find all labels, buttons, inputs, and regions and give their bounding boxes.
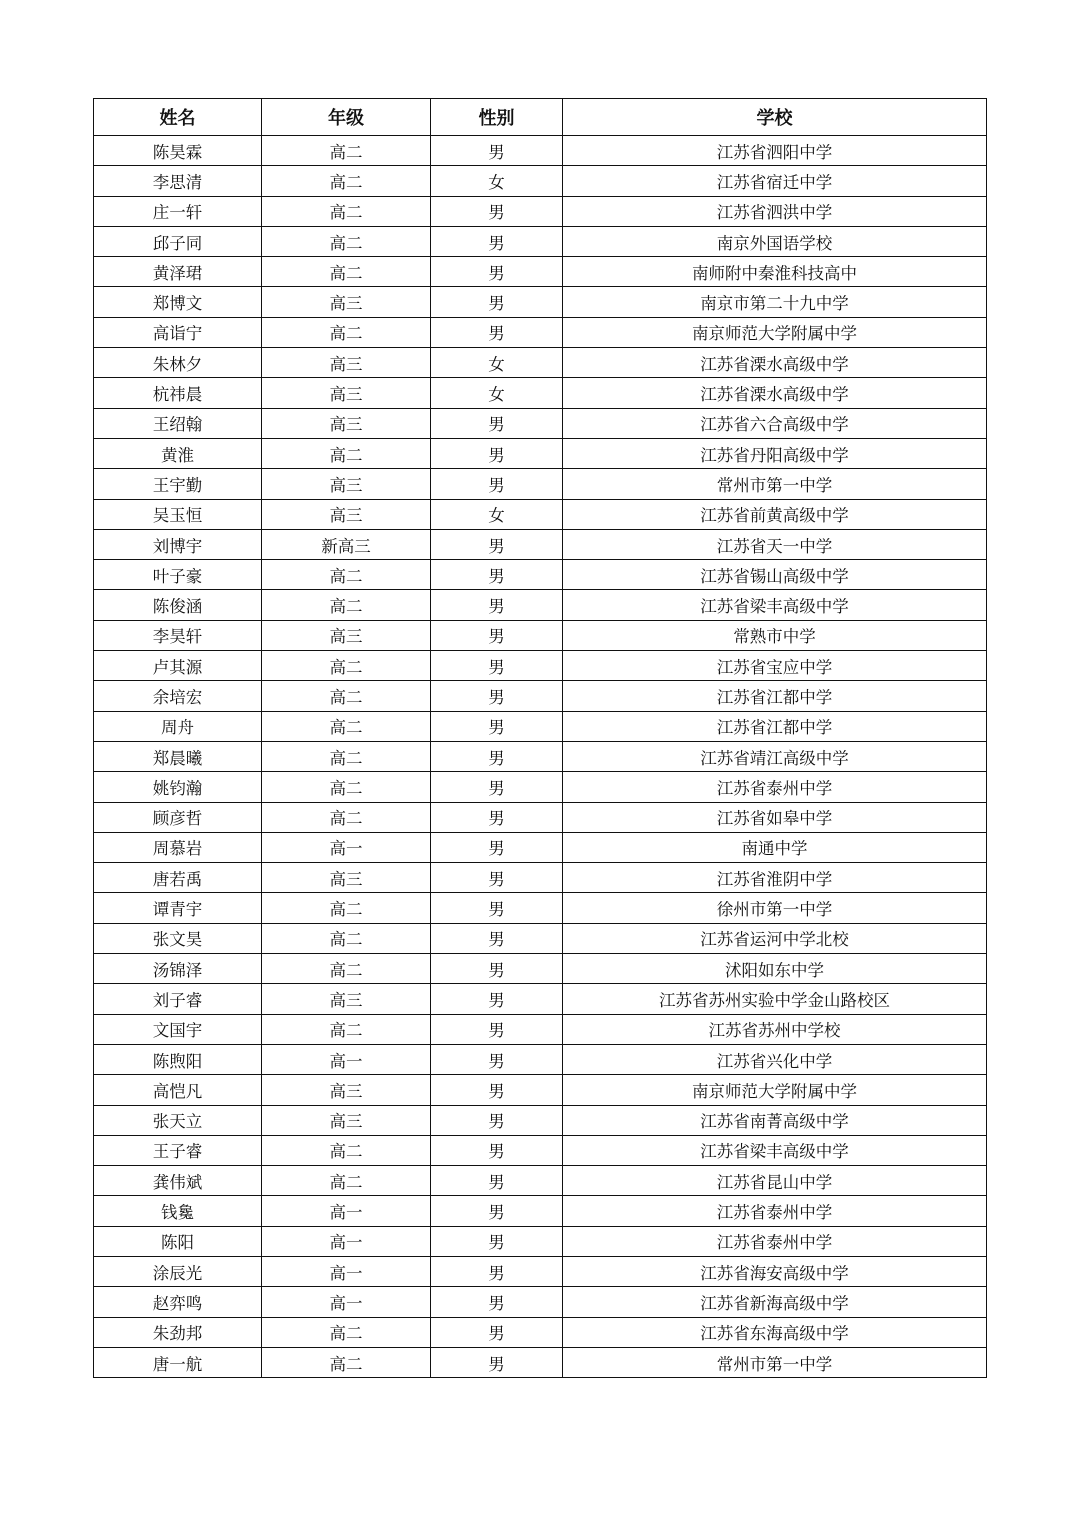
cell-gender: 男 xyxy=(431,136,563,166)
cell-gender: 男 xyxy=(431,1256,563,1286)
cell-grade: 高一 xyxy=(262,1256,431,1286)
cell-name: 张文昊 xyxy=(94,923,262,953)
cell-name: 郑博文 xyxy=(94,287,262,317)
cell-school: 江苏省溧水高级中学 xyxy=(563,348,987,378)
cell-grade: 高二 xyxy=(262,1317,431,1347)
table-row xyxy=(94,832,987,862)
header-row xyxy=(94,99,987,136)
table-row xyxy=(94,529,987,559)
cell-grade: 高二 xyxy=(262,893,431,923)
table-row xyxy=(94,560,987,590)
student-roster-table xyxy=(93,98,987,1378)
cell-gender: 男 xyxy=(431,832,563,862)
cell-school: 江苏省宝应中学 xyxy=(563,651,987,681)
cell-name: 王绍翰 xyxy=(94,408,262,438)
cell-gender: 男 xyxy=(431,711,563,741)
cell-grade: 新高三 xyxy=(262,529,431,559)
cell-name: 周慕岩 xyxy=(94,832,262,862)
cell-school: 南京师范大学附属中学 xyxy=(563,1075,987,1105)
cell-grade: 高一 xyxy=(262,1196,431,1226)
cell-name: 吴玉恒 xyxy=(94,499,262,529)
cell-school: 江苏省梁丰高级中学 xyxy=(563,1135,987,1165)
cell-school: 江苏省兴化中学 xyxy=(563,1044,987,1074)
cell-gender: 男 xyxy=(431,772,563,802)
cell-grade: 高二 xyxy=(262,136,431,166)
cell-gender: 男 xyxy=(431,620,563,650)
cell-school: 江苏省江都中学 xyxy=(563,681,987,711)
cell-grade: 高二 xyxy=(262,923,431,953)
table-header xyxy=(94,99,987,136)
cell-grade: 高一 xyxy=(262,1226,431,1256)
cell-name: 周舟 xyxy=(94,711,262,741)
table-row xyxy=(94,863,987,893)
cell-grade: 高一 xyxy=(262,832,431,862)
table-row xyxy=(94,1196,987,1226)
table-row xyxy=(94,196,987,226)
cell-gender: 男 xyxy=(431,681,563,711)
cell-name: 庄一轩 xyxy=(94,196,262,226)
table-row xyxy=(94,348,987,378)
cell-name: 杭祎晨 xyxy=(94,378,262,408)
cell-gender: 男 xyxy=(431,257,563,287)
table-row xyxy=(94,1014,987,1044)
cell-gender: 男 xyxy=(431,1166,563,1196)
table-row xyxy=(94,136,987,166)
cell-grade: 高三 xyxy=(262,863,431,893)
cell-name: 唐一航 xyxy=(94,1347,262,1377)
cell-school: 江苏省苏州实验中学金山路校区 xyxy=(563,984,987,1014)
cell-school: 江苏省泗阳中学 xyxy=(563,136,987,166)
cell-grade: 高三 xyxy=(262,378,431,408)
cell-name: 高诣宁 xyxy=(94,317,262,347)
cell-grade: 高三 xyxy=(262,1105,431,1135)
header-gender: 性别 xyxy=(431,99,563,136)
cell-grade: 高二 xyxy=(262,954,431,984)
cell-school: 江苏省昆山中学 xyxy=(563,1166,987,1196)
cell-gender: 男 xyxy=(431,954,563,984)
cell-school: 江苏省海安高级中学 xyxy=(563,1256,987,1286)
table-row xyxy=(94,1347,987,1377)
cell-school: 南京师范大学附属中学 xyxy=(563,317,987,347)
header-name: 姓名 xyxy=(94,99,262,136)
cell-gender: 女 xyxy=(431,166,563,196)
table-row xyxy=(94,1287,987,1317)
table-row xyxy=(94,408,987,438)
table-row xyxy=(94,802,987,832)
cell-grade: 高二 xyxy=(262,1347,431,1377)
cell-gender: 女 xyxy=(431,378,563,408)
table-row xyxy=(94,954,987,984)
table-row xyxy=(94,1317,987,1347)
cell-gender: 男 xyxy=(431,802,563,832)
table-row xyxy=(94,317,987,347)
table-row xyxy=(94,1226,987,1256)
cell-gender: 男 xyxy=(431,863,563,893)
table-row xyxy=(94,499,987,529)
table-row xyxy=(94,1105,987,1135)
cell-grade: 高一 xyxy=(262,1287,431,1317)
cell-name: 赵弈鸣 xyxy=(94,1287,262,1317)
header-school: 学校 xyxy=(563,99,987,136)
cell-name: 黄淮 xyxy=(94,438,262,468)
cell-name: 谭青宇 xyxy=(94,893,262,923)
table-row xyxy=(94,1075,987,1105)
cell-grade: 高三 xyxy=(262,348,431,378)
cell-school: 南师附中秦淮科技高中 xyxy=(563,257,987,287)
cell-school: 常州市第一中学 xyxy=(563,1347,987,1377)
table-row xyxy=(94,1135,987,1165)
cell-gender: 男 xyxy=(431,984,563,1014)
cell-school: 江苏省宿迁中学 xyxy=(563,166,987,196)
cell-name: 卢其源 xyxy=(94,651,262,681)
cell-gender: 男 xyxy=(431,651,563,681)
cell-gender: 男 xyxy=(431,1075,563,1105)
cell-gender: 男 xyxy=(431,317,563,347)
cell-grade: 高二 xyxy=(262,590,431,620)
cell-grade: 高二 xyxy=(262,1166,431,1196)
cell-school: 沭阳如东中学 xyxy=(563,954,987,984)
cell-name: 陈阳 xyxy=(94,1226,262,1256)
cell-grade: 高二 xyxy=(262,317,431,347)
cell-grade: 高二 xyxy=(262,560,431,590)
cell-school: 江苏省运河中学北校 xyxy=(563,923,987,953)
cell-name: 钱毚 xyxy=(94,1196,262,1226)
cell-gender: 男 xyxy=(431,1196,563,1226)
cell-grade: 高三 xyxy=(262,620,431,650)
table-row xyxy=(94,984,987,1014)
cell-grade: 高三 xyxy=(262,469,431,499)
table-row xyxy=(94,438,987,468)
cell-name: 刘博宇 xyxy=(94,529,262,559)
cell-school: 江苏省六合高级中学 xyxy=(563,408,987,438)
cell-name: 张天立 xyxy=(94,1105,262,1135)
cell-name: 姚钧瀚 xyxy=(94,772,262,802)
cell-gender: 男 xyxy=(431,1347,563,1377)
cell-grade: 高二 xyxy=(262,166,431,196)
table-row xyxy=(94,923,987,953)
cell-school: 常熟市中学 xyxy=(563,620,987,650)
cell-school: 江苏省苏州中学校 xyxy=(563,1014,987,1044)
cell-gender: 女 xyxy=(431,348,563,378)
cell-grade: 高二 xyxy=(262,711,431,741)
table-body xyxy=(94,136,987,1378)
table-row xyxy=(94,741,987,771)
table-row xyxy=(94,620,987,650)
cell-school: 江苏省锡山高级中学 xyxy=(563,560,987,590)
cell-grade: 高三 xyxy=(262,499,431,529)
cell-gender: 男 xyxy=(431,1135,563,1165)
cell-school: 江苏省泰州中学 xyxy=(563,1226,987,1256)
table-row xyxy=(94,681,987,711)
cell-school: 常州市第一中学 xyxy=(563,469,987,499)
cell-grade: 高二 xyxy=(262,802,431,832)
cell-grade: 高二 xyxy=(262,1014,431,1044)
cell-name: 顾彦哲 xyxy=(94,802,262,832)
cell-name: 陈煦阳 xyxy=(94,1044,262,1074)
cell-school: 江苏省泰州中学 xyxy=(563,772,987,802)
cell-gender: 男 xyxy=(431,196,563,226)
table-row xyxy=(94,711,987,741)
cell-school: 江苏省江都中学 xyxy=(563,711,987,741)
cell-gender: 男 xyxy=(431,560,563,590)
cell-school: 南京外国语学校 xyxy=(563,226,987,256)
cell-gender: 男 xyxy=(431,923,563,953)
cell-name: 邱子同 xyxy=(94,226,262,256)
cell-name: 陈昊霖 xyxy=(94,136,262,166)
cell-grade: 高二 xyxy=(262,772,431,802)
cell-gender: 男 xyxy=(431,1287,563,1317)
cell-gender: 男 xyxy=(431,287,563,317)
cell-name: 朱林夕 xyxy=(94,348,262,378)
table-row xyxy=(94,378,987,408)
cell-grade: 高二 xyxy=(262,651,431,681)
cell-name: 余培宏 xyxy=(94,681,262,711)
cell-school: 徐州市第一中学 xyxy=(563,893,987,923)
cell-name: 王子睿 xyxy=(94,1135,262,1165)
cell-name: 刘子睿 xyxy=(94,984,262,1014)
cell-grade: 高二 xyxy=(262,681,431,711)
cell-gender: 男 xyxy=(431,590,563,620)
cell-name: 叶子豪 xyxy=(94,560,262,590)
cell-name: 高恺凡 xyxy=(94,1075,262,1105)
cell-school: 江苏省东海高级中学 xyxy=(563,1317,987,1347)
cell-name: 龚伟斌 xyxy=(94,1166,262,1196)
cell-school: 江苏省如皋中学 xyxy=(563,802,987,832)
cell-grade: 高三 xyxy=(262,1075,431,1105)
cell-school: 江苏省新海高级中学 xyxy=(563,1287,987,1317)
cell-school: 江苏省靖江高级中学 xyxy=(563,741,987,771)
cell-gender: 男 xyxy=(431,741,563,771)
cell-gender: 男 xyxy=(431,408,563,438)
cell-grade: 高二 xyxy=(262,438,431,468)
cell-grade: 高二 xyxy=(262,226,431,256)
cell-gender: 男 xyxy=(431,893,563,923)
cell-name: 文国宇 xyxy=(94,1014,262,1044)
cell-grade: 高二 xyxy=(262,196,431,226)
header-grade: 年级 xyxy=(262,99,431,136)
table-row xyxy=(94,1166,987,1196)
cell-name: 黄泽珺 xyxy=(94,257,262,287)
cell-school: 江苏省溧水高级中学 xyxy=(563,378,987,408)
cell-school: 江苏省泰州中学 xyxy=(563,1196,987,1226)
cell-school: 江苏省前黄高级中学 xyxy=(563,499,987,529)
table-row xyxy=(94,226,987,256)
cell-name: 郑晨曦 xyxy=(94,741,262,771)
table-row xyxy=(94,893,987,923)
cell-gender: 男 xyxy=(431,469,563,499)
cell-school: 江苏省南菁高级中学 xyxy=(563,1105,987,1135)
table-row xyxy=(94,287,987,317)
cell-gender: 男 xyxy=(431,438,563,468)
cell-name: 陈俊涵 xyxy=(94,590,262,620)
table-row xyxy=(94,257,987,287)
table-row xyxy=(94,1044,987,1074)
table-row xyxy=(94,772,987,802)
cell-school: 江苏省淮阴中学 xyxy=(563,863,987,893)
cell-gender: 男 xyxy=(431,226,563,256)
cell-gender: 男 xyxy=(431,1014,563,1044)
cell-school: 江苏省泗洪中学 xyxy=(563,196,987,226)
cell-gender: 男 xyxy=(431,1105,563,1135)
cell-grade: 高二 xyxy=(262,257,431,287)
cell-school: 南京市第二十九中学 xyxy=(563,287,987,317)
cell-grade: 高三 xyxy=(262,984,431,1014)
cell-gender: 男 xyxy=(431,1044,563,1074)
cell-grade: 高二 xyxy=(262,741,431,771)
table-row xyxy=(94,651,987,681)
cell-name: 朱劲邦 xyxy=(94,1317,262,1347)
cell-gender: 女 xyxy=(431,499,563,529)
cell-name: 王宇勤 xyxy=(94,469,262,499)
cell-name: 李昊轩 xyxy=(94,620,262,650)
cell-school: 南通中学 xyxy=(563,832,987,862)
cell-gender: 男 xyxy=(431,1226,563,1256)
cell-gender: 男 xyxy=(431,1317,563,1347)
cell-school: 江苏省梁丰高级中学 xyxy=(563,590,987,620)
cell-name: 涂辰光 xyxy=(94,1256,262,1286)
cell-school: 江苏省天一中学 xyxy=(563,529,987,559)
table-row xyxy=(94,590,987,620)
cell-gender: 男 xyxy=(431,529,563,559)
cell-grade: 高一 xyxy=(262,1044,431,1074)
cell-name: 李思清 xyxy=(94,166,262,196)
cell-grade: 高三 xyxy=(262,287,431,317)
cell-name: 汤锦泽 xyxy=(94,954,262,984)
cell-name: 唐若禹 xyxy=(94,863,262,893)
cell-school: 江苏省丹阳高级中学 xyxy=(563,438,987,468)
table-row xyxy=(94,1256,987,1286)
table-row xyxy=(94,166,987,196)
table-row xyxy=(94,469,987,499)
cell-grade: 高二 xyxy=(262,1135,431,1165)
cell-grade: 高三 xyxy=(262,408,431,438)
